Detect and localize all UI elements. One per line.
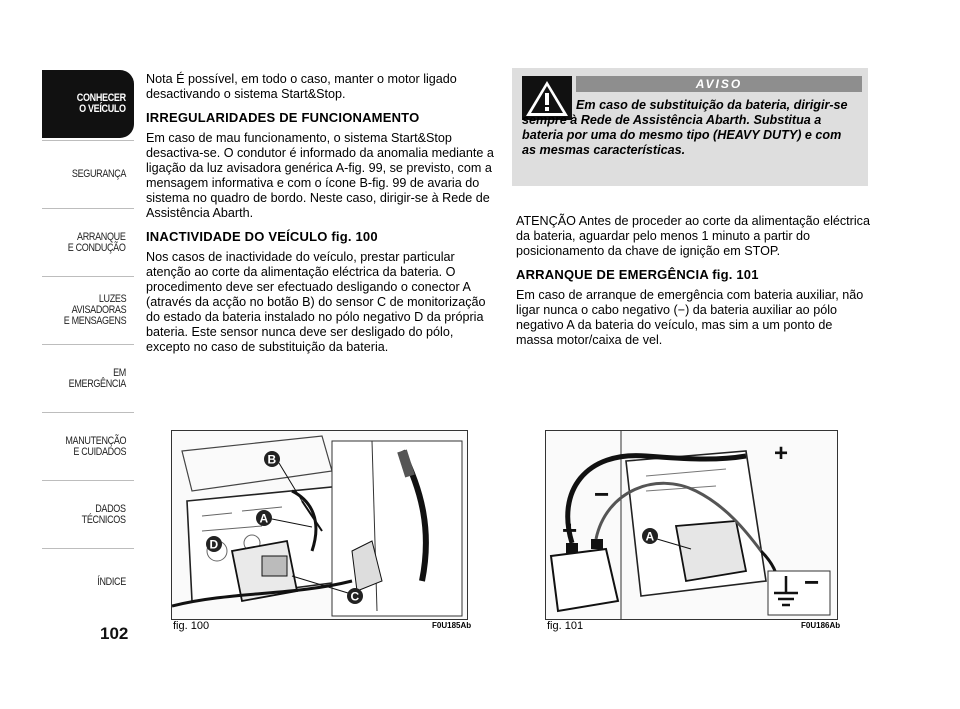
label-a: A	[259, 511, 269, 526]
figure-100-code: F0U185Ab	[432, 621, 472, 630]
tab-luzes-avisadoras[interactable]	[42, 276, 134, 344]
minus-sign-ground: −	[804, 567, 820, 597]
plus-sign-battery: +	[562, 515, 578, 545]
tab-dados-tecnicos[interactable]	[42, 480, 134, 548]
jump-start-illustration	[546, 431, 837, 619]
tab-indice[interactable]	[42, 548, 134, 616]
tab-label: ÍNDICE	[97, 576, 126, 588]
tab-arranque-e-conducao[interactable]	[42, 208, 134, 276]
tab-label: DADOS TÉCNICOS	[82, 502, 126, 526]
tab-manutencao-e-cuidados[interactable]	[42, 412, 134, 480]
tab-label: EM EMERGÊNCIA	[68, 366, 126, 390]
arranque-emergencia-paragraph: Em caso de arranque de emergência com bateria auxiliar, não ligar nunca o cabo negativo (−) da bateria auxiliar ao pólo negativo A da bateria do veículo, mas sim a um ponto de massa motor/caixa de vel.	[516, 288, 864, 347]
figure-101-code: F0U186Ab	[801, 621, 841, 630]
warning-text: Em caso de substituição da bateria, dirigir-se sempre à Rede de Assistência Abarth. Substitua a bateria por uma do mesmo tipo (HEAVY DUTY) e com as mesmas características.	[522, 98, 848, 157]
tab-seguranca[interactable]	[42, 140, 134, 208]
tab-label: SEGURANÇA	[71, 168, 126, 180]
label-d: D	[209, 537, 219, 552]
attention-paragraph: ATENÇÃO Antes de proceder ao corte da alimentação eléctrica da bateria, aguardar pelo menos 1 minuto a partir do posicionamento da chave de ignição em STOP.	[516, 214, 870, 258]
label-b: B	[267, 452, 277, 467]
figure-101	[545, 430, 838, 620]
page-number: 102	[100, 624, 129, 643]
tab-em-emergencia[interactable]	[42, 344, 134, 412]
tab-label: LUZES AVISADORAS E MENSAGENS	[63, 293, 126, 327]
tab-label: CONHECER O VEÍCULO	[77, 92, 126, 115]
heading-arranque-emergencia: ARRANQUE DE EMERGÊNCIA fig. 101	[516, 267, 759, 282]
label-a: A	[645, 529, 655, 544]
warning-box	[512, 68, 868, 186]
tab-label: MANUTENÇÃO E CUIDADOS	[65, 434, 126, 458]
label-c: C	[350, 589, 360, 604]
right-column	[516, 214, 870, 354]
warning-title: AVISO	[576, 76, 862, 92]
figure-100-caption: fig. 100	[173, 620, 210, 632]
irregularidades-paragraph: Em caso de mau funcionamento, o sistema Start&Stop desactiva-se. O condutor é informado da anomalia mediante a ligação da luz avisadora genérica A-fig. 99, se previsto, com a mensagem informativa e com o ícone B-fig. 99 de avaria do sistema no quadro de bordo. Neste caso, dirigir-se à Rede de Assistência Abarth.	[146, 131, 494, 220]
plus-sign-top: +	[774, 440, 789, 467]
note-paragraph: Nota É possível, em todo o caso, manter o motor ligado desactivando o sistema Start&Stop.	[146, 72, 457, 101]
figure-101-caption: fig. 101	[547, 620, 584, 632]
minus-sign-left: −	[594, 479, 610, 509]
heading-irregularidades: IRREGULARIDADES DE FUNCIONAMENTO	[146, 110, 420, 125]
inactividade-paragraph: Nos casos de inactividade do veículo, prestar particular atenção ao corte da alimentação eléctrica da bateria. O procedimento deve ser efectuado desligando o conector A (através da acção no botão B) do sensor C de monitorização do estado da bateria instalado no pólo negativo D da própria bateria. Este sensor nunca deve ser desligado do pólo, excepto no caso de substituição da bateria.	[146, 250, 486, 354]
battery-sensor-illustration	[172, 431, 467, 619]
tab-conhecer-o-veiculo[interactable]	[42, 70, 134, 138]
figure-100	[171, 430, 468, 620]
left-column	[146, 72, 498, 361]
heading-inactividade: INACTIVIDADE DO VEÍCULO fig. 100	[146, 229, 378, 244]
tab-label: ARRANQUE E CONDUÇÃO	[68, 230, 126, 254]
